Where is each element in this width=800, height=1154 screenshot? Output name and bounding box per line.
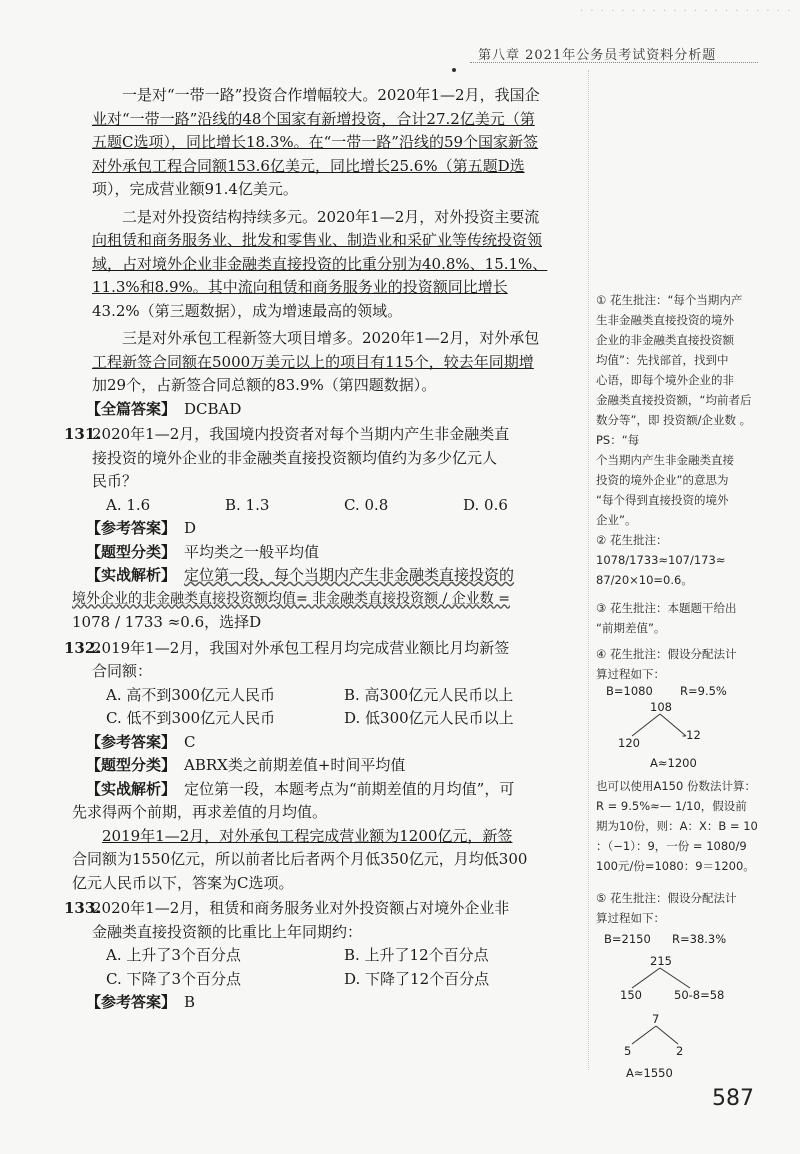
tree2-mid: 7 (652, 1012, 660, 1026)
option-c: C. 下降了3个百分点 (106, 969, 242, 988)
page-number: 587 (712, 1086, 754, 1111)
question-line: 2020年1—2月，租赁和商务服务业对外投资额占对境外企业非 (92, 899, 510, 917)
option-d: D. 下降了12个百分点 (344, 969, 490, 988)
header-rule (470, 62, 758, 63)
type-label: 【题型分类】 (86, 542, 177, 561)
options-131 (106, 494, 582, 518)
full-answer (86, 398, 582, 422)
header-dot (452, 68, 456, 72)
answer-label: 【参考答案】 (86, 519, 177, 537)
type-132 (86, 754, 582, 778)
question-number: 131. (64, 425, 101, 443)
note-line: 算过程如下： (596, 911, 665, 925)
analysis-line: 先求得两个前期，再求差值的月均值。 (72, 803, 328, 821)
chapter-header: 第八章 2021年公务员考试资料分析题 (478, 48, 717, 63)
note-line: 个当期内产生非金融类直接 (596, 453, 734, 467)
analysis-line: 境外企业的非金融类直接投资额均值= 非金融类直接投资额 / 企业数 = (72, 590, 510, 607)
para-line: 向租赁和商务服务业、批发和零售业、制造业和采矿业等传统投资领 (92, 231, 543, 249)
margin-note-1 (596, 290, 774, 530)
tree2-r2: 2 (676, 1044, 684, 1058)
note-line: 企业”。 (596, 513, 637, 527)
analysis-line: 2019年1—2月，对外承包工程完成营业额为1200亿元，新签 (102, 826, 513, 845)
answer-value: B (184, 993, 196, 1011)
answer-132 (86, 731, 582, 755)
type-131 (86, 541, 582, 565)
para-line: 11.3%和8.9%。其中流向租赁和商务服务业的投资额同比增长 (92, 278, 508, 296)
para-line: 二是对外投资结构持续多元。2020年1—2月，对外投资主要流 (122, 207, 540, 226)
para-line: 工程新签合同额在5000万美元以上的项目有115个，较去年同期增 (92, 352, 534, 371)
analysis-131 (86, 564, 582, 588)
note-line: R = 9.5%≈— 1/10，假设前 (596, 799, 747, 813)
note-line: “每个得到直接投资的境外 (596, 493, 729, 507)
option-c: C. 低不到300亿元人民币 (106, 709, 276, 727)
note-line: ⑤ 花生批注：假设分配法计 (596, 891, 737, 905)
full-answer-label: 【全篇答案】 (86, 399, 177, 418)
note-line: 投资的境外企业”的意思为 (596, 473, 729, 487)
type-value: ABRX类之前期差值+时间平均值 (184, 756, 406, 774)
note-line: 均值”：先找部首，找到中 (596, 353, 729, 367)
answer-133 (86, 991, 582, 1015)
note-line: “前期差值”。 (596, 621, 666, 635)
tree2-branches-lower (622, 1024, 692, 1046)
analysis-132 (86, 778, 582, 802)
para-line: 43.2%（第三题数据），成为增速最高的领域。 (92, 301, 403, 320)
paragraph-3 (92, 327, 582, 398)
note-line: 100元/份=1080：9＝1200。 (596, 859, 755, 873)
para-line: 域，占对境外企业非金融类直接投资的比重分别为40.8%、15.1%、 (92, 254, 548, 273)
analysis-line: 合同额为1550亿元，所以前者比后者两个月低350亿元，月均低300 (72, 850, 528, 868)
para-line: 一是对“一带一路”投资合作增幅较大。2020年1—2月，我国企 (122, 86, 540, 104)
margin-divider (588, 70, 589, 1070)
tree-right: -12 (682, 728, 701, 742)
question-133 (64, 897, 582, 944)
full-answer-value: DCBAD (184, 399, 242, 418)
question-132 (64, 637, 582, 684)
question-line: 金融类直接投资额的比重比上年同期约： (92, 922, 363, 941)
note-line: 数分等”，即 投资额/企业数 。PS：“每 (596, 413, 752, 447)
option-d: D. 0.6 (463, 495, 508, 514)
tree2-a: A≈1550 (626, 1066, 673, 1080)
question-line: 民币？ (92, 472, 138, 490)
answer-131 (86, 517, 582, 541)
answer-label: 【参考答案】 (86, 993, 177, 1011)
question-line: 接投资的境外企业的非金融类直接投资额均值约为多少亿元人 (92, 448, 498, 467)
note-line: 也可以使用A150 份数法计算： (596, 779, 756, 793)
para-line: 项），完成营业额91.4亿美元。 (92, 180, 298, 198)
options-132 (106, 684, 582, 731)
tree2-left: 150 (620, 988, 642, 1002)
note-line: 心语，即每个境外企业的非 (596, 373, 734, 387)
note-line: ④ 花生批注：假设分配法计 (596, 647, 737, 661)
question-line: 合同额： (92, 662, 153, 680)
note-line: 金融类直接投资额，“均前者后 (596, 393, 752, 407)
question-131 (64, 423, 582, 494)
tree-r: R=9.5% (680, 684, 727, 698)
analysis-line: 1078 / 1733 ≈0.6，选择D (72, 613, 262, 631)
option-b: B. 1.3 (225, 495, 270, 514)
margin-note-5 (596, 776, 774, 876)
note-line: 期为10份，则：A：X：B = 10 (596, 819, 758, 833)
question-line: 2020年1—2月，我国境内投资者对每个当期内产生非金融类直 (92, 425, 510, 443)
margin-note-2 (596, 530, 774, 590)
note-line: ：（−1）：9，一份 = 1080/9 (596, 839, 747, 853)
margin-note-4 (596, 644, 774, 684)
para-line: 业对“一带一路”沿线的48个国家有新增投资，合计27.2亿美元（第 (92, 109, 535, 128)
option-a: A. 1.6 (106, 495, 151, 514)
option-b: B. 上升了12个百分点 (344, 946, 489, 964)
tree-b: B=1080 (606, 684, 653, 698)
type-label: 【题型分类】 (86, 756, 177, 774)
note-line: 企业的非金融类直接投资额 (596, 333, 734, 347)
note-line: ③ 花生批注：本题题干给出 (596, 601, 737, 615)
main-column (64, 84, 582, 1015)
analysis-line: 定位第一段，本题考点为“前期差值的月均值”，可 (184, 779, 515, 798)
tree2-b: B=2150 (604, 932, 651, 946)
note-line: ① 花生批注：“每个当期内产 (596, 293, 743, 307)
option-c: C. 0.8 (344, 495, 389, 514)
para-line: 加29个，占新签合同总额的83.9%（第四题数据）。 (92, 376, 437, 394)
analysis-paragraph (72, 825, 582, 896)
para-line: 对外承包工程合同额153.6亿美元，同比增长25.6%（第五题D选 (92, 156, 525, 175)
para-line: 三是对外承包工程新签大项目增多。2020年1—2月，对外承包 (122, 329, 540, 347)
analysis-label: 【实战解析】 (86, 566, 177, 584)
tree2-right: 50-8=58 (674, 988, 725, 1002)
tree-top: 108 (650, 700, 672, 714)
para-line: 五题C选项），同比增长18.3%。在“一带一路”沿线的59个国家新签 (92, 133, 539, 151)
tree-left: 120 (618, 736, 640, 750)
analysis-line: 亿元人民币以下，答案为C选项。 (72, 873, 294, 892)
option-d: D. 低300亿元人民币以上 (344, 709, 514, 727)
top-decoration: · · · · · · · · · · · · · · · · · · · · · (580, 6, 793, 17)
tree2-l2: 5 (624, 1044, 632, 1058)
analysis-line: 定位第一段，每个当期内产生非金融类直接投资的 (184, 566, 515, 584)
option-a: A. 上升了3个百分点 (106, 946, 241, 964)
tree2-r: R=38.3% (672, 932, 727, 946)
analysis-label: 【实战解析】 (86, 779, 177, 798)
question-number: 133. (64, 899, 101, 917)
question-line: 2019年1—2月，我国对外承包工程月均完成营业额比月均新签 (92, 638, 510, 657)
options-133 (106, 944, 582, 991)
note-line: 87/20×10=0.6。 (596, 573, 693, 587)
note-line: ② 花生批注：1078/1733≈107/173≈ (596, 533, 726, 567)
answer-value: C (184, 732, 196, 751)
tree2-top: 215 (650, 954, 672, 968)
answer-value: D (184, 519, 197, 537)
note-line: 生非金融类直接投资的境外 (596, 313, 734, 327)
paragraph-1 (92, 84, 582, 202)
paragraph-2 (92, 206, 582, 324)
option-b: B. 高300亿元人民币以上 (344, 685, 514, 704)
type-value: 平均类之一般平均值 (184, 542, 320, 561)
tree2-branches (620, 966, 710, 990)
question-number: 132. (64, 638, 101, 657)
margin-note-6 (596, 888, 774, 928)
tree-a: A≈1200 (650, 756, 697, 770)
note-line: 算过程如下： (596, 667, 665, 681)
margin-note-3 (596, 598, 774, 638)
option-a: A. 高不到300亿元人民币 (106, 685, 275, 704)
answer-label: 【参考答案】 (86, 732, 177, 751)
